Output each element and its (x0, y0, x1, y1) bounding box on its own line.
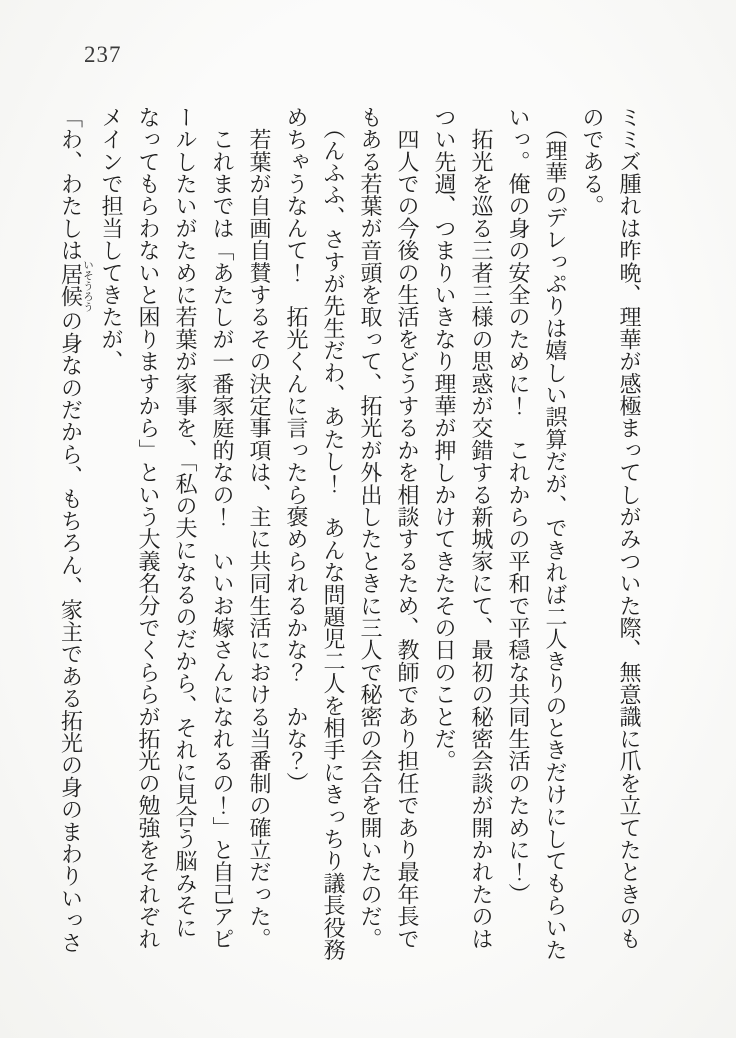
ruby-annotation (58, 259, 93, 312)
text-line: いっ。俺の身の安全のために！ これからの平和で平穏な共同生活のために！） (506, 106, 531, 906)
text-line: （んふふ、さすが先生だわ、あたし！ あんな問題児二人を相手にきっちり議長役務 (321, 106, 346, 961)
text-line: ミミズ腫れは昨晩、理華が感極まってしがみついた際、無意識に爪を立てたときのも (617, 106, 642, 950)
page-number: 237 (84, 42, 122, 67)
text-line: のである。 (580, 106, 605, 217)
text-line: 若葉が自画自賛するその決定事項は、主に共同生活における当番制の確立だった。 (247, 106, 272, 950)
text-line: メインで担当してきたが、 (99, 106, 124, 373)
text-line: 四人での今後の生活をどうするかを相談するため、教師であり担任であり最年長で (395, 106, 420, 950)
vertical-text-block (53, 106, 649, 964)
text-line (53, 106, 94, 964)
ruby-furigana: いそうろう (82, 259, 93, 312)
text-segment: 「わ、わたしは (58, 106, 84, 262)
text-line: これまでは「あたしが一番家庭的なの！ いいお嫁さんになれるの！」と自己アピ (210, 106, 235, 950)
text-line: つい先週、つまりいきなり理華が押しかけてきたその日のことだ。 (432, 106, 457, 772)
text-line: ールしたいがために若葉が家事を、「私の夫になるのだから、それに見合う脳みそに (173, 106, 198, 939)
text-line: なってもらわないと困りますから」という大義名分でくららが拓光の勉強をそれぞれ (136, 106, 161, 950)
text-line: （理華のデレっぷりは嬉しい誤算だが、できれば二人きりのときだけにしてもらいた (543, 106, 568, 961)
ruby-base: 居候 (58, 259, 84, 312)
text-line: めちゃうなんて！ 拓光くんに言ったら褒められるかな？ かな？） (284, 106, 309, 795)
text-line: もある若葉が音頭を取って、拓光が外出したときに三人で秘密の会合を開いたのだ。 (358, 106, 383, 950)
text-line: 拓光を巡る三者三様の思惑が交錯する新城家にて、最初の秘密会談が開かれたのは (469, 106, 494, 950)
text-segment: の身なのだから、もちろん、家主である拓光の身のまわりいっさ (58, 309, 84, 954)
